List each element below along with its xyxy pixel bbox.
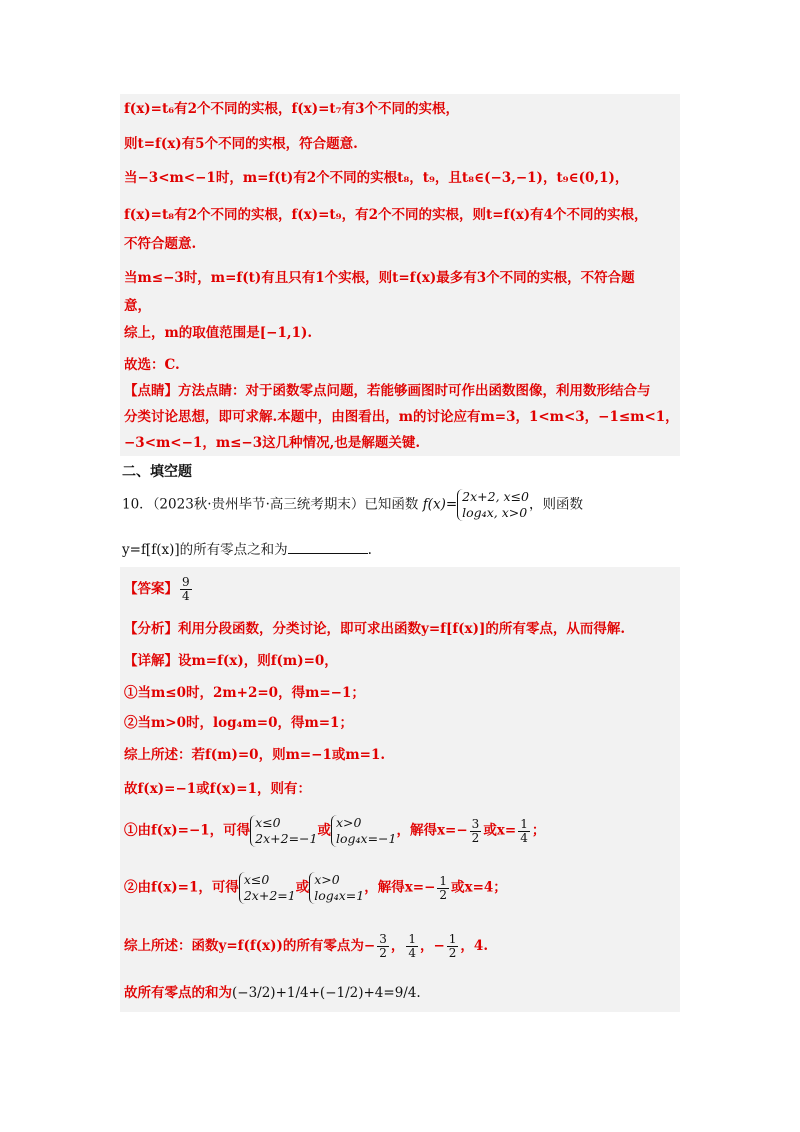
fraction-1-4 <box>406 933 418 960</box>
system-2a-row2: 2x+2=1 <box>243 888 296 903</box>
text-line: 不符合题意. <box>124 236 197 252</box>
question-number: 10． <box>122 496 153 513</box>
question-line-1 <box>122 489 583 521</box>
solve-line-1 <box>124 815 545 847</box>
solve-1-post: ，解得x=− <box>396 822 468 839</box>
text-line: 分类讨论思想，即可求解.本题中，由图看出，m的讨论应有m=3，1<m<3，−1≤m<1， <box>124 409 679 425</box>
system-2b <box>309 872 364 904</box>
summary-1-line: 综上所述：若f(m)=0，则m=−1或m=1. <box>124 747 386 763</box>
system-1b <box>331 815 397 847</box>
solve-2-mid: 或x=4 <box>451 879 494 896</box>
question-tail: ，则函数 <box>529 496 584 513</box>
text-line: f(x)=t₆有2个不同的实根，f(x)=t₇有3个不同的实根， <box>124 101 459 117</box>
system-1a <box>250 815 317 847</box>
fraction-1-2 <box>437 875 449 902</box>
question-end: . <box>367 542 372 558</box>
question-line-2 <box>122 538 372 558</box>
denominator: 2 <box>439 887 448 902</box>
detail-line: 【详解】设m=f(x)，则f(m)=0， <box>124 653 338 669</box>
solve-line-2 <box>124 872 507 904</box>
system-1b-row1: x>0 <box>336 815 362 830</box>
denominator: 4 <box>408 946 416 960</box>
piecewise-brace <box>457 489 529 521</box>
final-prefix: 故所有零点的和为 <box>124 985 232 1001</box>
solve-1-mid: 或x= <box>483 822 517 839</box>
case-2-line: ②当m>0时，log₄m=0，得m=1； <box>124 715 353 731</box>
solve-2-post: ，解得x=− <box>364 879 436 896</box>
system-1b-row2: log₄x=−1 <box>336 831 397 846</box>
answer-label: 【答案】 <box>124 581 178 597</box>
case-1-line: ①当m≤0时，2m+2=0，得m=−1； <box>124 685 365 701</box>
numerator: 1 <box>408 932 416 946</box>
fraction-3-2 <box>470 818 482 845</box>
text-line: 意， <box>124 298 151 314</box>
final-line <box>124 983 421 1003</box>
fraction-1-4 <box>518 818 530 845</box>
text-line: −3<m<−1，m≤−3这几种情况,也是解题关键. <box>124 435 421 451</box>
system-2a <box>239 872 296 904</box>
system-2a-row1: x≤0 <box>243 872 270 887</box>
summary-2-line: 综上所述：函数y=f(f(x))的所有零点为− $\frac{3}{2}$ ， $\frac{1}{4}$ ，− $\frac{1}{2}$ ，4. <box>124 932 489 960</box>
piece-1: 2x+2, x≤0 <box>462 489 530 504</box>
solve-1-or: 或 <box>317 822 331 839</box>
answer-fraction <box>180 576 192 603</box>
answer-numerator: 9 <box>182 575 190 589</box>
section-heading: 二、填空题 <box>122 464 192 480</box>
numerator: 3 <box>379 932 387 946</box>
text-line: 则t=f(x)有5个不同的实根，符合题意. <box>124 136 358 152</box>
system-1a-row1: x≤0 <box>255 815 281 830</box>
analysis-line: 【分析】利用分段函数，分类讨论，即可求出函数y=f[f(x)]的所有零点，从而得解. <box>124 621 626 637</box>
denominator: 2 <box>471 830 480 845</box>
question-source: （2023秋·贵州毕节·高三统考期末）已知函数 <box>152 496 419 513</box>
solve-2-or: 或 <box>295 879 310 896</box>
answer-line <box>124 576 194 603</box>
numerator: 1 <box>520 816 528 831</box>
system-1a-row2: 2x+2=−1 <box>255 831 318 846</box>
summary-2-tail: ，4. <box>460 938 489 954</box>
therefore-line: 故f(x)=−1或f(x)=1，则有： <box>124 781 311 797</box>
question-prompt: y=f[f(x)]的所有零点之和为 <box>122 542 288 558</box>
text-line: 故选：C. <box>124 357 180 373</box>
denominator: 2 <box>448 946 457 960</box>
text-line: f(x)=t₈有2个不同的实根，f(x)=t₉，有2个不同的实根，则t=f(x)有4个不同的实根， <box>124 207 648 223</box>
system-2b-row1: x>0 <box>314 872 340 887</box>
text-line: 【点睛】方法点睛：对于函数零点问题，若能够画图时可作出函数图像，利用数形结合与 <box>124 383 651 399</box>
denominator: 2 <box>379 946 387 960</box>
solve-2-prefix: ②由f(x)=1，可得 <box>124 879 239 896</box>
summary-2-prefix: 综上所述：函数y=f(f(x))的所有零点为− <box>124 938 376 954</box>
answer-denominator: 4 <box>182 589 190 603</box>
fraction-1-2 <box>447 933 459 960</box>
text-line: 综上，m的取值范围是[−1,1). <box>124 325 313 341</box>
text-line: 当m≤−3时，m=f(t)有且只有1个实根，则t=f(x)最多有3个不同的实根，不符合题 <box>124 270 635 286</box>
numerator: 1 <box>439 873 448 888</box>
numerator: 1 <box>448 932 457 946</box>
answer-blank <box>288 541 368 554</box>
piece-2: log₄x, x>0 <box>462 505 528 520</box>
solve-2-end: ； <box>493 879 507 896</box>
function-def: f(x)= <box>422 496 458 513</box>
solve-1-prefix: ①由f(x)=−1，可得 <box>124 822 251 839</box>
fraction-3-2 <box>377 933 389 960</box>
text-line: 当−3<m<−1时，m=f(t)有2个不同的实根t₈，t₉，且t₈∈(−3,−1)，t₉∈(0,1)， <box>124 170 629 186</box>
denominator: 4 <box>520 830 528 845</box>
numerator: 3 <box>471 816 480 831</box>
system-2b-row2: log₄x=1 <box>314 888 365 903</box>
solve-1-end: ； <box>531 822 546 839</box>
final-expression: (−3/2)+1/4+(−1/2)+4=9/4. <box>232 985 421 1001</box>
